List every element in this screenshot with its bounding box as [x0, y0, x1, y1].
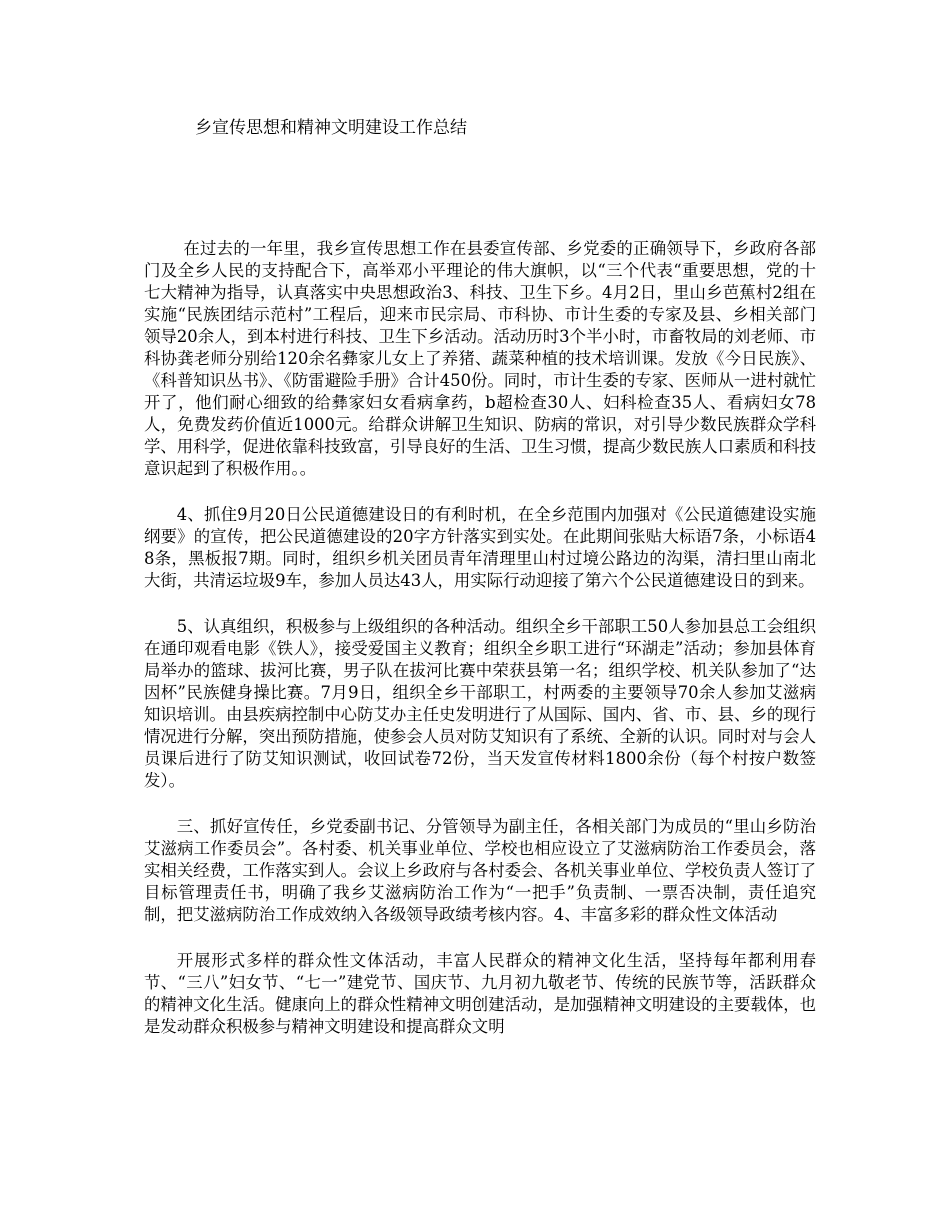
- paragraph-intro: 在过去的一年里，我乡宣传思想工作在县委宣传部、乡党委的正确领导下，乡政府各部门及全乡人民的支持配合下，高举邓小平理论的伟大旗帜，以“三个代表“重要思想，党的十七大精神为指导，认真落实中央思想政治3、科技、卫生下乡。4月2日，里山乡芭蕉村2组在实施“民族团结示范村”工程后，迎来市民宗局、市科协、市计生委的专家及县、乡相关部门领导20余人，到本村进行科技、卫生下乡活动。活动历时3个半小时，市畜牧局的刘老师、市科协龚老师分别给120余名彝家儿女上了养猪、蔬菜种植的技术培训课。发放《今日民族》、《科普知识丛书》、《防雷避险手册》合计450份。同时，市计生委的专家、医师从一进村就忙开了，他们耐心细致的给彝家妇女看病拿药，b超检查30人、妇科检查35人、看病妇女78人，免费发药价值近1000元。给群众讲解卫生知识、防病的常识，对引导少数民族群众学科学、用科学，促进依靠科技致富，引导良好的生活、卫生习惯，提高少数民族人口素质和科技意识起到了积极作用。。: [144, 239, 817, 478]
- paragraph-morality-day: 4、抓住9月20日公民道德建设日的有利时机，在全乡范围内加强对《公民道德建设实施纲要》的宣传，把公民道德建设的20字方针落实到实处。在此期间张贴大标语7条，小标语48条，黑板报7期。同时，组织乡机关团员青年清理里山村过境公路边的沟渠，清扫里山南北大街，共清运垃圾9车，参加人员达43人，用实际行动迎接了第六个公民道德建设日的到来。: [144, 505, 816, 590]
- paragraph-cultural-activities: 开展形式多样的群众性文体活动，丰富人民群众的精神文化生活，坚持每年都利用春节、“三八”妇女节、“七一”建党节、国庆节、九月初九敬老节、传统的民族节等，活跃群众的精神文化生活。健康向上的群众性精神文明创建活动，是加强精神文明建设的主要载体，也是发动群众积极参与精神文明建设和提高群众文明: [144, 951, 817, 1036]
- document-title: 乡宣传思想和精神文明建设工作总结: [195, 118, 467, 138]
- paragraph-activities: 5、认真组织，积极参与上级组织的各种活动。组织全乡干部职工50人参加县总工会组织在通印观看电影《铁人》，接受爱国主义教育；组织全乡职工进行“环湖走”活动；参加县体育局举办的篮球、拔河比赛，男子队在拔河比赛中荣获县第一名；组织学校、机关队参加了“达因杯”民族健身操比赛。7月9日，组织全乡干部职工，村两委的主要领导70余人参加艾滋病知识培训。由县疾病控制中心防艾办主任史发明进行了从国际、国内、省、市、县、乡的现行情况进行分解，突出预防措施，使参会人员对防艾知识有了系统、全新的认识。同时对与会人员课后进行了防艾知识测试，收回试卷72份，当天发宣传材料1800余份（每个村按户数签发）。: [144, 617, 817, 790]
- paragraph-aids-committee: 三、抓好宣传任，乡党委副书记、分管领导为副主任，各相关部门为成员的“里山乡防治艾滋病工作委员会”。各村委、机关事业单位、学校也相应设立了艾滋病防治工作委员会，落实相关经费，工作落实到人。会议上乡政府与各村委会、各机关事业单位、学校负责人签订了目标管理责任书，明确了我乡艾滋病防治工作为“一把手”负责制、一票否决制，责任追究制，把艾滋病防治工作成效纳入各级领导政绩考核内容。4、丰富多彩的群众性文体活动: [144, 817, 817, 924]
- document-body: [144, 238, 816, 1062]
